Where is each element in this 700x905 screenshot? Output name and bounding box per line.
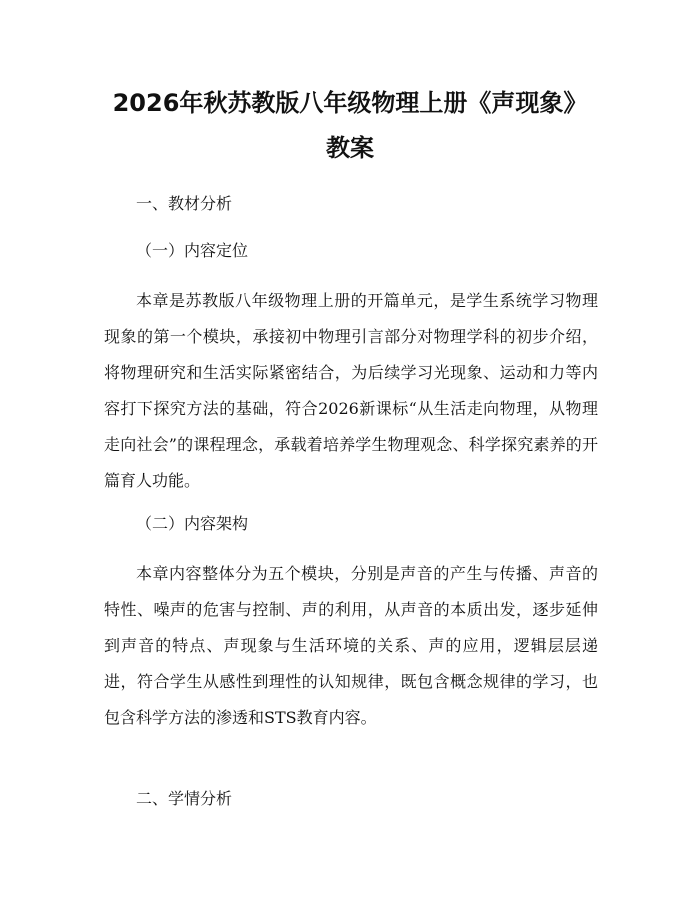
subsection-heading-content-structure: （二）内容架构: [136, 514, 249, 533]
subsection-heading-content-positioning: （一）内容定位: [136, 241, 249, 260]
section-heading-learner-analysis: 二、学情分析: [136, 789, 233, 808]
document-title-line1: 2026年秋苏教版八年级物理上册《声现象》: [112, 89, 588, 117]
section-heading-materials-analysis: 一、教材分析: [136, 194, 233, 213]
document-title-line2: 教案: [326, 134, 374, 162]
paragraph-content-positioning: 本章是苏教版八年级物理上册的开篇单元，是学生系统学习物理现象的第一个模块，承接初中物理引言部分对物理学科的初步介绍，将物理研究和生活实际紧密结合，为后续学习光现象、运动和力等内容打下探究方法的基础，符合2026新课标“从生活走向物理，从物理走向社会”的课程理念，承载着培养学生物理观念、科学探究素养的开篇育人功能。: [104, 291, 598, 490]
paragraph-content-structure: 本章内容整体分为五个模块，分别是声音的产生与传播、声音的特性、噪声的危害与控制、声的利用，从声音的本质出发，逐步延伸到声音的特点、声现象与生活环境的关系、声的应用，逻辑层层递进，符合学生从感性到理性的认知规律，既包含概念规律的学习，也包含科学方法的渗透和STS教育内容。: [104, 564, 598, 727]
